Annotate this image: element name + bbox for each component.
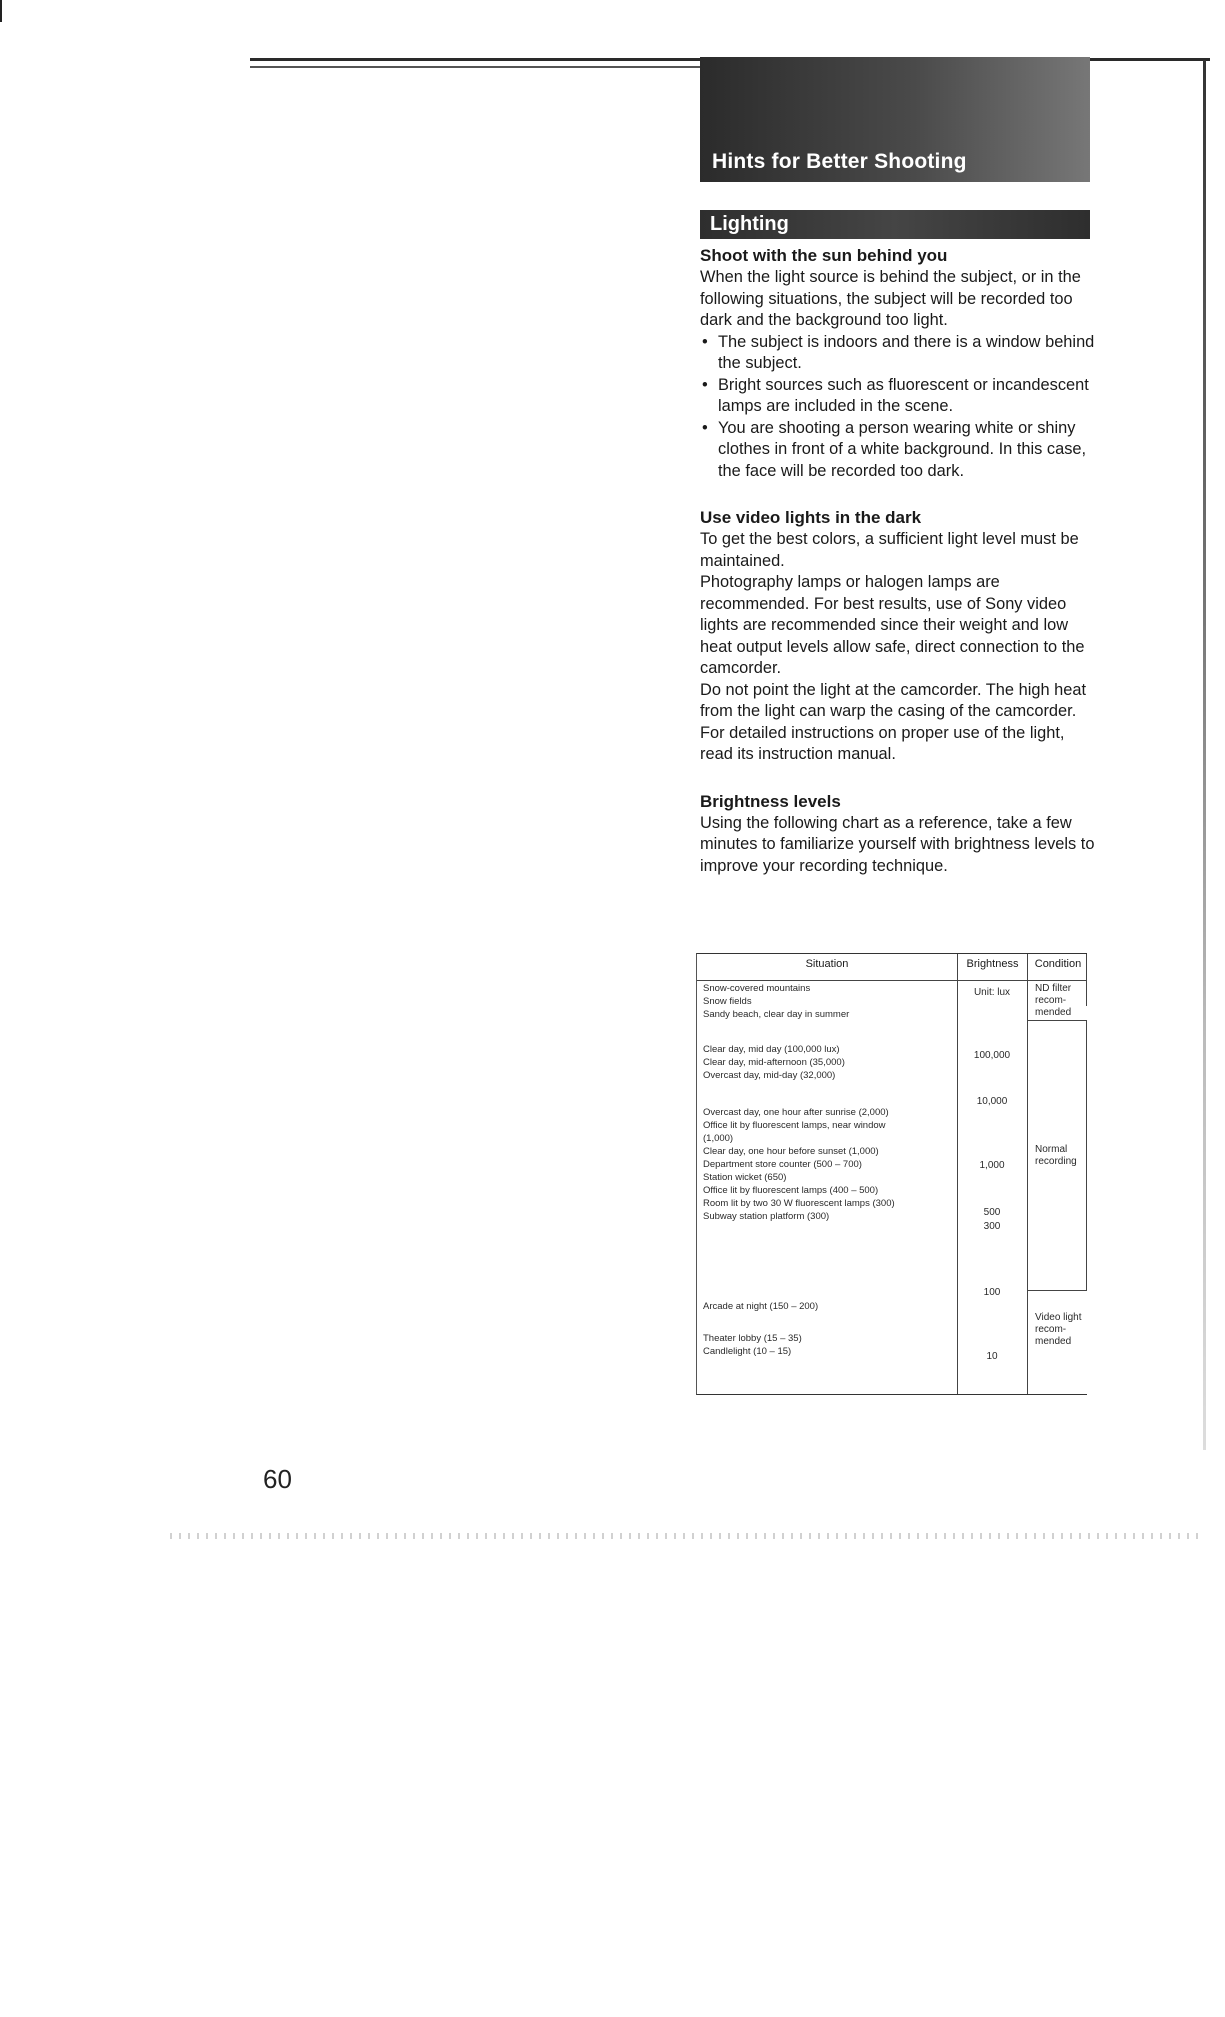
situation-cell: Department store counter (500 – 700) [703,1159,862,1170]
brightness-cell: Unit: lux [973,987,1011,998]
sun-bullet-list [700,332,1095,483]
section-title: Lighting [710,213,789,235]
brightness-cell: 300 [983,1221,1001,1232]
condition-divider [1027,1290,1087,1291]
scan-edge-mark [0,0,2,22]
sun-bullet: • You are shooting a person wearing white or shiny clothes in front of a white background. In this case, the face will be recorded too dark. [700,418,1095,483]
sun-bullet: • Bright sources such as fluorescent or incandescent lamps are included in the scene. [700,375,1095,418]
situation-cell: Office lit by fluorescent lamps (400 – 500) [703,1185,879,1196]
brightness-cell: 500 [983,1207,1001,1218]
sun-bullet: • The subject is indoors and there is a window behind the subject. [700,332,1095,375]
video-lights-paragraph: To get the best colors, a sufficient light level must be maintained. [700,530,1079,570]
situation-cell: Arcade at night (150 – 200) [703,1301,819,1312]
chapter-header [700,57,1090,182]
brightness-cell: 1,000 [979,1160,1005,1171]
brightness-cell: 10 [986,1351,998,1362]
situation-cell: Candlelight (10 – 15) [703,1346,792,1357]
header-condition: Condition [1034,958,1082,970]
condition-divider [1027,1020,1087,1021]
situation-cell: Station wicket (650) [703,1172,787,1183]
main-text [700,245,1095,877]
condition-normal: Normal recording [1035,1144,1077,1167]
situation-cell: Theater lobby (15 – 35) [703,1333,802,1344]
scan-speckle-line [170,1533,1200,1539]
condition-nd-filter: ND filter recom- mended [1035,983,1072,1018]
situation-cell: Room lit by two 30 W fluorescent lamps (300) [703,1198,895,1209]
situation-cell: Clear day, mid-afternoon (35,000) [703,1057,845,1068]
brightness-cell: 10,000 [976,1096,1008,1107]
video-lights-paragraph: Photography lamps or halogen lamps are recommended. For best results, use of Sony video lights are recommended since their weight and low heat output levels allow safe, direct connection to the camcorder. [700,573,1085,677]
brightness-intro: Using the following chart as a reference, take a few minutes to familiarize yourself with brightness levels to improve your recording technique. [700,813,1095,875]
situation-cell: Snow fields [703,996,752,1007]
situation-cell: Clear day, one hour before sunset (1,000) [703,1146,879,1157]
situation-cell: Clear day, mid day (100,000 lux) [703,1044,840,1055]
sun-intro: When the light source is behind the subject, or in the following situations, the subject will be recorded too dark and the background too light. [700,268,1081,329]
brightness-cell: 100,000 [973,1050,1011,1061]
top-rule-secondary [250,66,700,68]
brightness-heading: Brightness levels [700,791,841,811]
sun-heading: Shoot with the sun behind you [700,246,948,265]
situation-cell: Snow-covered mountains [703,983,811,994]
situation-cell: Office lit by fluorescent lamps, near window [703,1120,886,1131]
situation-cell: Overcast day, mid-day (32,000) [703,1070,836,1081]
video-lights-heading: Use video lights in the dark [700,508,922,527]
video-lights-paragraph: For detailed instructions on proper use of the light, read its instruction manual. [700,723,1065,763]
header-situation: Situation [805,958,849,970]
situation-cell: (1,000) [703,1133,734,1144]
brightness-cell: 100 [983,1287,1001,1298]
header-brightness: Brightness [966,958,1019,970]
table-header-rule [697,980,1087,981]
scan-edge-shadow [1203,60,1206,1450]
brightness-table [696,953,1087,1395]
page-number: 60 [263,1464,292,1494]
situation-cell: Sandy beach, clear day in summer [703,1009,850,1020]
condition-video-light: Video light recom- mended [1035,1312,1082,1347]
section-header [700,210,1090,239]
situation-cell: Subway station platform (300) [703,1211,830,1222]
video-lights-paragraph: Do not point the light at the camcorder. The high heat from the light can warp the casing of the camcorder. [700,680,1087,720]
situation-cell: Overcast day, one hour after sunrise (2,000) [703,1107,889,1118]
chapter-title: Hints for Better Shooting [712,150,967,173]
